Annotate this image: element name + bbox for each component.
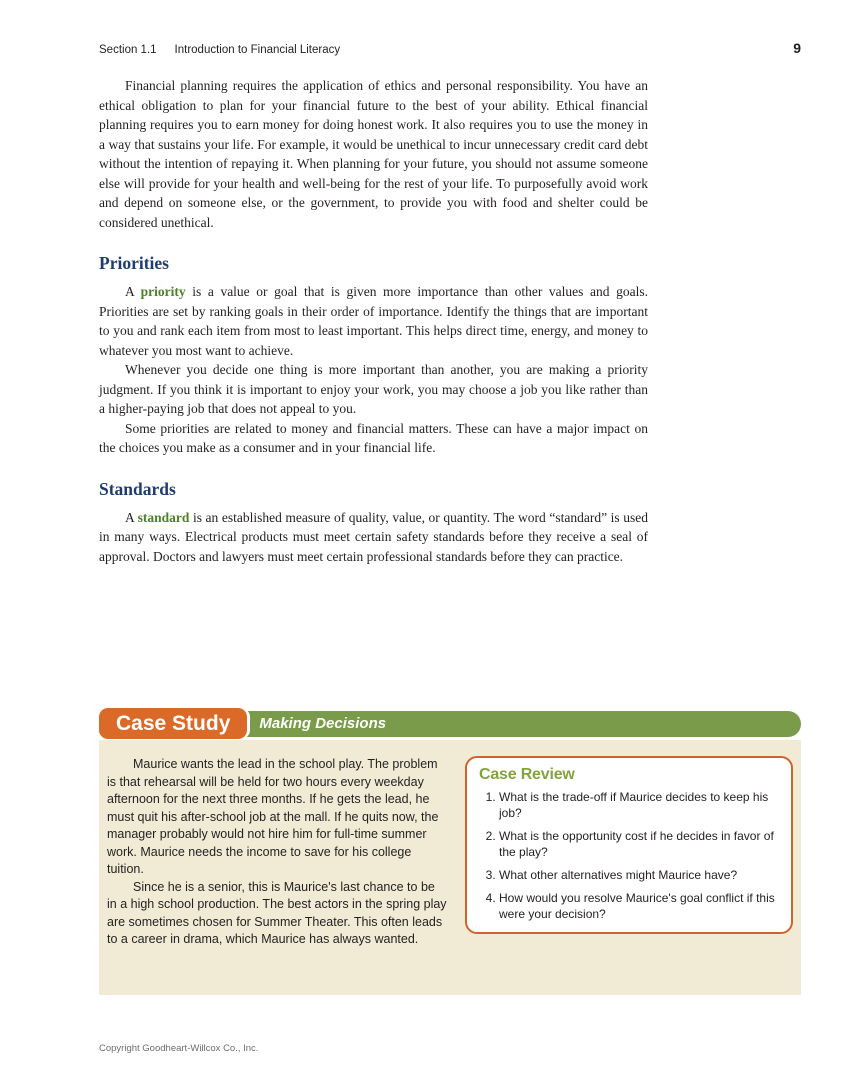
case-study-narrative [107, 756, 447, 981]
standards-p1-rest: is an established measure of quality, value, or quantity. The word “standard” is used in many ways. Electrical products must meet certain safety standards before they receive a seal of approval. Doctors and lawyers must meet certain professional standards before they can practice. [99, 509, 648, 564]
priorities-p1-lead: A [125, 284, 141, 299]
case-paragraph-1: Maurice wants the lead in the school play. The problem is that rehearsal will be held for two hours every weekday afternoon for the next three months. If he gets the lead, he must quit his after-school job at the mall. If he quits now, the manager probably would not hire him for full-time summer work. Maurice needs the income to save for his college tuition. [107, 757, 439, 876]
running-header-section [99, 44, 340, 56]
case-paragraph-2: Since he is a senior, this is Maurice's last chance to be in a high school production. The best actors in the spring play are sometimes chosen for Summer Theater. This often leads to a career in drama, which Maurice has always wanted. [107, 879, 447, 946]
heading-standards: Standards [99, 478, 176, 499]
case-review-question: 2. What is the opportunity cost if he decides in favor of the play? [499, 828, 779, 860]
case-review-question: 3. What other alternatives might Maurice have? [499, 867, 779, 883]
case-study-feature [99, 708, 801, 995]
priorities-paragraph-1 [99, 282, 648, 360]
priorities-paragraph-3: Some priorities are related to money and financial matters. These can have a major impact on the choices you make as a consumer and in your financial life. [99, 420, 648, 455]
case-review-box [465, 756, 793, 934]
standards-p1-lead: A [125, 509, 138, 525]
case-review-question: 4. How would you resolve Maurice's goal conflict if this were your decision? [499, 890, 779, 922]
section-number: Section 1.1 [99, 44, 157, 56]
copyright-notice: Copyright Goodheart-Willcox Co., Inc. [99, 1043, 259, 1054]
case-study-title-bar [233, 711, 801, 737]
intro-paragraph: Financial planning requires the application of ethics and personal responsibility. You have an ethical obligation to plan for your financial future to the best of your ability. Ethical financial planning requires you to earn money for doing honest work. It also requires you to use the money in a way that sustains your life. For example, it would be unethical to incur unnecessary credit card debt without the intention of repaying it. When planning for your future, you should not assume someone else will provide for your health and well-being for the rest of your life. To purposefully avoid work and depend on someone else, or the government, to provide you with food and shelter could be considered unethical. [99, 78, 648, 230]
case-study-title: Making Decisions [259, 715, 387, 732]
page-number: 9 [793, 40, 801, 56]
key-term-standard: standard [137, 509, 190, 525]
key-term-priority: priority [140, 284, 186, 299]
case-review-title: Case Review [479, 766, 575, 783]
heading-priorities: Priorities [99, 253, 169, 273]
case-review-question: 1. What is the trade-off if Maurice decides to keep his job? [499, 789, 779, 821]
priorities-paragraph-2: Whenever you decide one thing is more important than another, you are making a priority judgment. If you think it is important to enjoy your work, you may choose a job you like rather than a higher-paying job that does not appeal to you. [99, 362, 648, 416]
case-study-label: Case Study [99, 708, 247, 739]
case-study-body [99, 740, 801, 995]
main-text-column [99, 76, 648, 566]
case-review-list [479, 789, 779, 922]
priorities-p1-rest: is a value or goal that is given more importance than other values and goals. Priorities are set by ranking goals in their order of importance. Identify the things that are important to you and rank each item from most to least important. This helps direct time, energy, and money to whatever you most want to achieve. [99, 284, 648, 358]
section-title: Introduction to Financial Literacy [174, 44, 341, 56]
case-study-header [99, 708, 801, 739]
standards-paragraph-1 [99, 508, 648, 567]
running-header [99, 40, 801, 56]
